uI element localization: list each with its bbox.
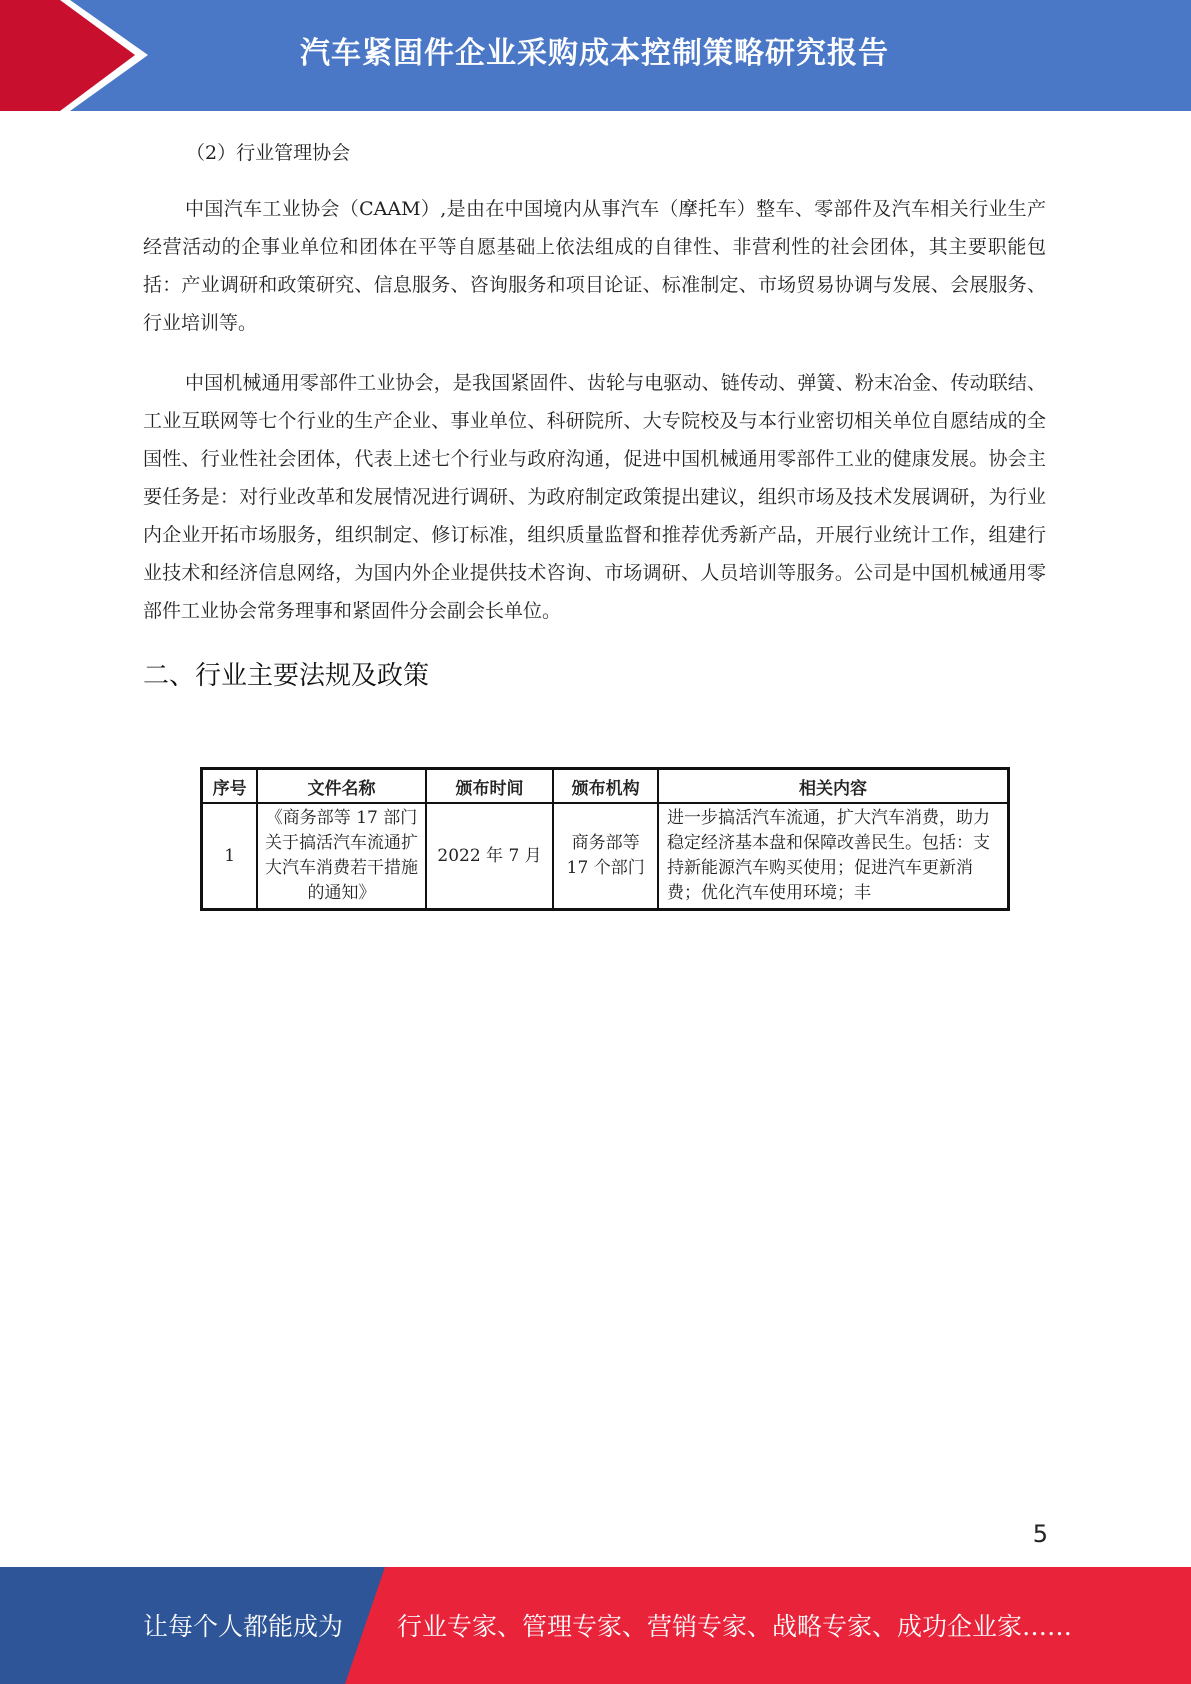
page-footer — [0, 1567, 1191, 1684]
header-issuing-agency: 颁布机构 — [553, 769, 658, 804]
page-header — [0, 0, 1191, 111]
header-document-name: 文件名称 — [257, 769, 425, 804]
header-index: 序号 — [202, 769, 258, 804]
table-header-row — [202, 769, 1009, 804]
report-title: 汽车紧固件企业采购成本控制策略研究报告 — [300, 36, 889, 71]
footer-slogan-right: 行业专家、管理专家、营销专家、战略专家、成功企业家…… — [397, 1612, 1073, 1641]
page-number: 5 — [1032, 1520, 1048, 1548]
cell-issuing-agency: 商务部等 17 个部门 — [553, 803, 658, 910]
paragraph-caam: 中国汽车工业协会（CAAM）,是由在中国境内从事汽车（摩托车）整车、零部件及汽车相关行业生产经营活动的企事业单位和团体在平等自愿基础上依法组成的自律性、非营利性的社会团体，其主要职能包括：产业调研和政策研究、信息服务、咨询服务和项目论证、标准制定、市场贸易协调与发展、会展服务、行业培训等。 — [143, 198, 1046, 334]
policy-table — [200, 767, 1010, 911]
header-related-content: 相关内容 — [658, 769, 1009, 804]
cell-index: 1 — [202, 803, 258, 910]
main-content — [143, 130, 1046, 696]
header-arrow-decoration — [0, 0, 160, 111]
subheading: （2）行业管理协会 — [186, 142, 351, 164]
table-row — [202, 803, 1009, 910]
footer-slogan-left: 让每个人都能成为 — [143, 1612, 344, 1641]
cell-issue-date: 2022 年 7 月 — [426, 803, 554, 910]
section-title: 二、行业主要法规及政策 — [143, 661, 430, 691]
header-issue-date: 颁布时间 — [426, 769, 554, 804]
cell-related-content: 进一步搞活汽车流通，扩大汽车消费，助力稳定经济基本盘和保障改善民生。包括：支持新能源汽车购买使用；促进汽车更新消费；优化汽车使用环境；丰 — [658, 803, 1009, 910]
cell-document-name: 《商务部等 17 部门关于搞活汽车流通扩大汽车消费若干措施的通知》 — [257, 803, 425, 910]
paragraph-cgma: 中国机械通用零部件工业协会，是我国紧固件、齿轮与电驱动、链传动、弹簧、粉末冶金、传动联结、工业互联网等七个行业的生产企业、事业单位、科研院所、大专院校及与本行业密切相关单位自愿结成的全国性、行业性社会团体，代表上述七个行业与政府沟通，促进中国机械通用零部件工业的健康发展。协会主要任务是：对行业改革和发展情况进行调研、为政府制定政策提出建议，组织市场及技术发展调研，为行业内企业开拓市场服务，组织制定、修订标准，组织质量监督和推荐优秀新产品，开展行业统计工作，组建行业技术和经济信息网络，为国内外企业提供技术咨询、市场调研、人员培训等服务。公司是中国机械通用零部件工业协会常务理事和紧固件分会副会长单位。 — [143, 372, 1046, 622]
